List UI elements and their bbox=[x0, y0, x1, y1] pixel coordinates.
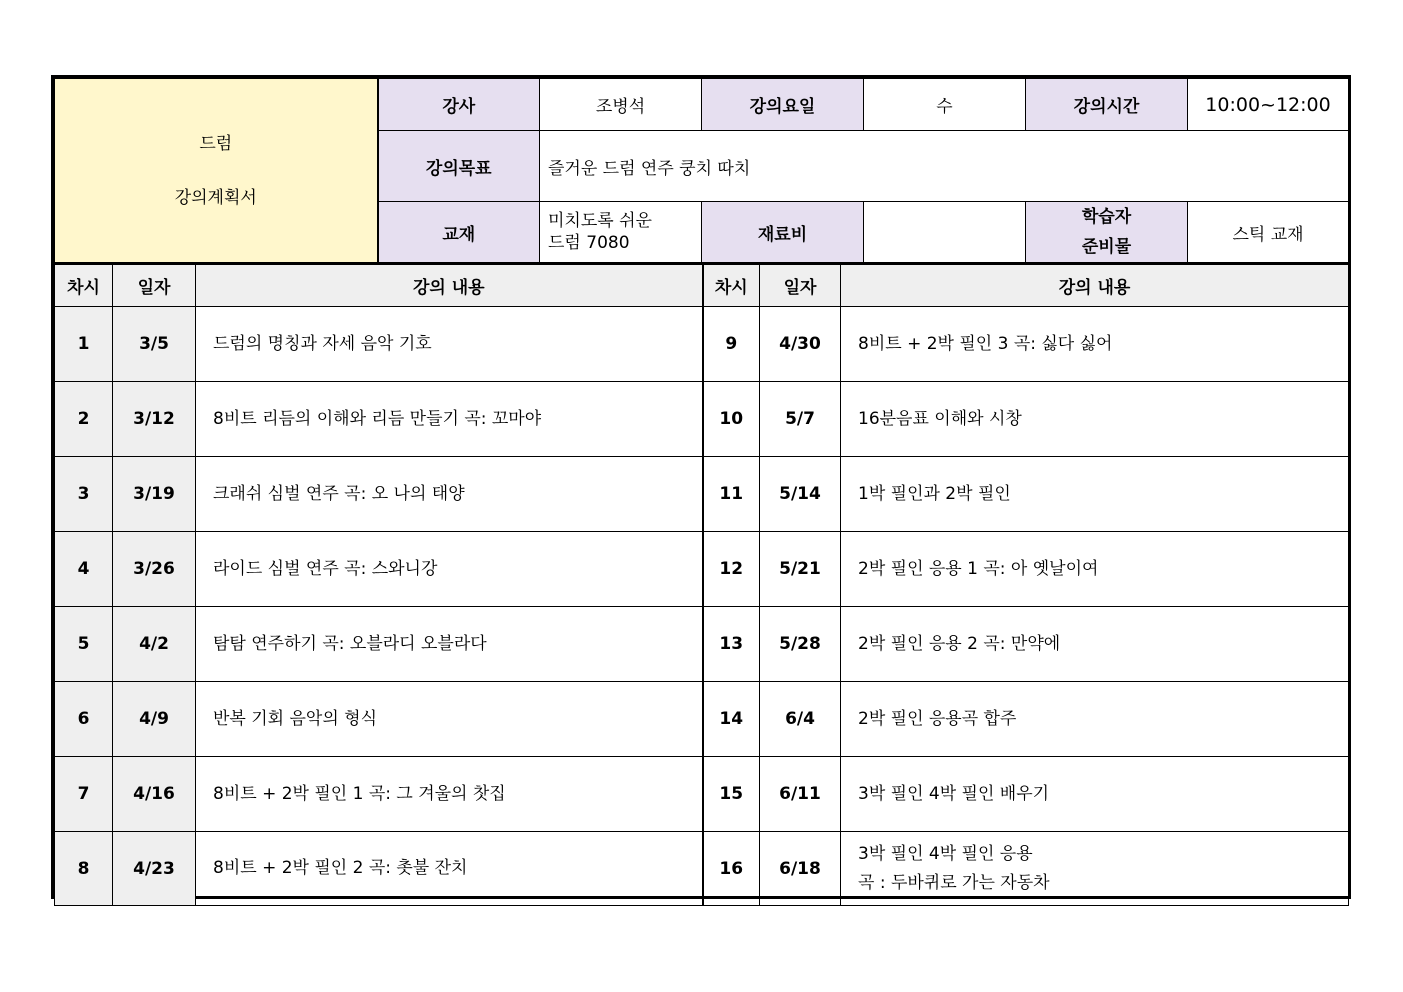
day-value: 수 bbox=[864, 79, 1026, 131]
session-content: 라이드 심벌 연주 곡: 스와니강 bbox=[196, 532, 703, 607]
column-header-date: 일자 bbox=[760, 264, 841, 307]
session-number: 4 bbox=[55, 532, 113, 607]
session-content-line1: 3박 필인 4박 필인 응용 bbox=[858, 843, 1033, 864]
table-row bbox=[55, 757, 1349, 832]
column-header-content: 강의 내용 bbox=[841, 264, 1349, 307]
schedule-header-row bbox=[55, 264, 1349, 307]
schedule-table bbox=[54, 263, 1349, 906]
document-title bbox=[55, 79, 378, 263]
session-content: 2박 필인 응용곡 합주 bbox=[841, 682, 1349, 757]
session-number: 1 bbox=[55, 307, 113, 382]
session-date: 3/26 bbox=[113, 532, 196, 607]
column-header-session: 차시 bbox=[55, 264, 113, 307]
title-subject: 드럼 bbox=[199, 133, 233, 154]
material-fee-label: 재료비 bbox=[702, 202, 864, 263]
time-value: 10:00~12:00 bbox=[1188, 79, 1349, 131]
session-content bbox=[841, 832, 1349, 906]
table-row bbox=[55, 457, 1349, 532]
header-table bbox=[54, 78, 1349, 263]
session-content: 2박 필인 응용 2 곡: 만약에 bbox=[841, 607, 1349, 682]
session-date: 5/28 bbox=[760, 607, 841, 682]
session-content: 16분음표 이해와 시창 bbox=[841, 382, 1349, 457]
session-number: 10 bbox=[703, 382, 760, 457]
session-date: 3/19 bbox=[113, 457, 196, 532]
session-content: 8비트 + 2박 필인 1 곡: 그 겨울의 찻집 bbox=[196, 757, 703, 832]
learner-prep-label-line1: 학습자 bbox=[1081, 207, 1132, 227]
session-date: 4/23 bbox=[113, 832, 196, 906]
session-content: 크래쉬 심벌 연주 곡: 오 나의 태양 bbox=[196, 457, 703, 532]
table-row bbox=[55, 532, 1349, 607]
session-number: 2 bbox=[55, 382, 113, 457]
goal-label: 강의목표 bbox=[378, 131, 540, 202]
session-number: 15 bbox=[703, 757, 760, 832]
session-date: 4/9 bbox=[113, 682, 196, 757]
day-label: 강의요일 bbox=[702, 79, 864, 131]
session-content: 탐탐 연주하기 곡: 오블라디 오블라다 bbox=[196, 607, 703, 682]
session-date: 5/21 bbox=[760, 532, 841, 607]
column-header-content: 강의 내용 bbox=[196, 264, 703, 307]
session-content: 2박 필인 응용 1 곡: 아 옛날이여 bbox=[841, 532, 1349, 607]
session-number: 13 bbox=[703, 607, 760, 682]
column-header-session: 차시 bbox=[703, 264, 760, 307]
textbook-value bbox=[540, 202, 702, 263]
session-content: 1박 필인과 2박 필인 bbox=[841, 457, 1349, 532]
lesson-plan-document bbox=[51, 75, 1351, 899]
title-heading: 강의계획서 bbox=[174, 187, 257, 208]
table-row bbox=[55, 682, 1349, 757]
session-number: 11 bbox=[703, 457, 760, 532]
session-content: 8비트 + 2박 필인 3 곡: 싫다 싫어 bbox=[841, 307, 1349, 382]
session-date: 6/4 bbox=[760, 682, 841, 757]
session-content: 드럼의 명칭과 자세 음악 기호 bbox=[196, 307, 703, 382]
textbook-line1: 미치도록 쉬운 bbox=[548, 211, 652, 231]
textbook-label: 교재 bbox=[378, 202, 540, 263]
goal-value: 즐거운 드럼 연주 쿵치 따치 bbox=[540, 131, 1349, 202]
session-date: 6/11 bbox=[760, 757, 841, 832]
learner-prep-label-line2: 준비물 bbox=[1081, 237, 1132, 257]
table-row bbox=[55, 382, 1349, 457]
session-date: 5/14 bbox=[760, 457, 841, 532]
session-content-line2: 곡 : 두바퀴로 가는 자동차 bbox=[858, 872, 1050, 893]
column-header-date: 일자 bbox=[113, 264, 196, 307]
session-date: 6/18 bbox=[760, 832, 841, 906]
instructor-value: 조병석 bbox=[540, 79, 702, 131]
session-number: 7 bbox=[55, 757, 113, 832]
session-date: 3/12 bbox=[113, 382, 196, 457]
instructor-label: 강사 bbox=[378, 79, 540, 131]
session-number: 3 bbox=[55, 457, 113, 532]
session-content: 3박 필인 4박 필인 배우기 bbox=[841, 757, 1349, 832]
session-number: 14 bbox=[703, 682, 760, 757]
session-date: 5/7 bbox=[760, 382, 841, 457]
session-date: 4/16 bbox=[113, 757, 196, 832]
material-fee-value bbox=[864, 202, 1026, 263]
session-number: 16 bbox=[703, 832, 760, 906]
session-date: 4/2 bbox=[113, 607, 196, 682]
session-date: 4/30 bbox=[760, 307, 841, 382]
session-number: 8 bbox=[55, 832, 113, 906]
learner-prep-value: 스틱 교재 bbox=[1188, 202, 1349, 263]
textbook-line2: 드럼 7080 bbox=[548, 233, 630, 253]
table-row bbox=[55, 307, 1349, 382]
session-number: 5 bbox=[55, 607, 113, 682]
session-date: 3/5 bbox=[113, 307, 196, 382]
learner-prep-label bbox=[1026, 202, 1188, 263]
table-row bbox=[55, 832, 1349, 906]
time-label: 강의시간 bbox=[1026, 79, 1188, 131]
session-number: 6 bbox=[55, 682, 113, 757]
table-row bbox=[55, 607, 1349, 682]
session-content: 반복 기회 음악의 형식 bbox=[196, 682, 703, 757]
session-content: 8비트 리듬의 이해와 리듬 만들기 곡: 꼬마야 bbox=[196, 382, 703, 457]
session-number: 9 bbox=[703, 307, 760, 382]
session-number: 12 bbox=[703, 532, 760, 607]
session-content: 8비트 + 2박 필인 2 곡: 촛불 잔치 bbox=[196, 832, 703, 906]
